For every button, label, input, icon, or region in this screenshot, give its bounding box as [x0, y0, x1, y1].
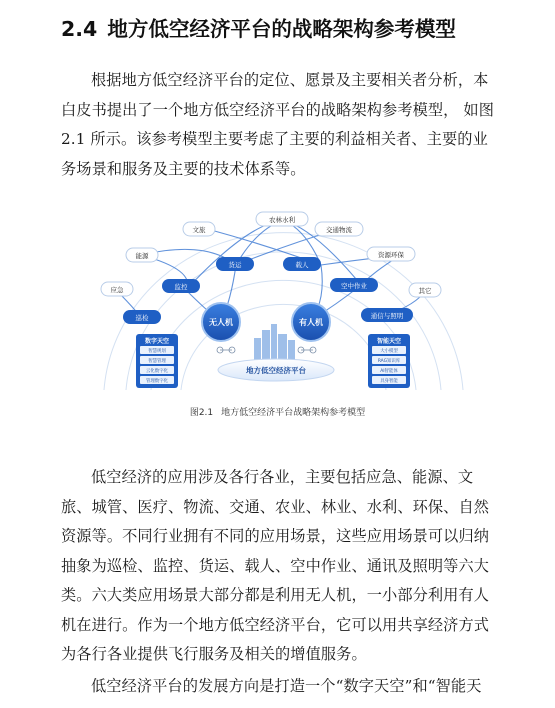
svg-text:管理数字化: 管理数字化 — [146, 379, 168, 384]
scenario-node-comm-lighting — [361, 308, 413, 322]
svg-text:智慧规划: 智慧规划 — [148, 349, 166, 354]
svg-text:有人机: 有人机 — [299, 318, 323, 327]
svg-text:无人机: 无人机 — [209, 318, 233, 327]
svg-text:监控: 监控 — [174, 283, 188, 291]
scenario-node-passenger — [283, 257, 321, 271]
svg-text:RAG知识库: RAG知识库 — [377, 359, 401, 364]
svg-text:农林水利: 农林水利 — [269, 216, 295, 224]
svg-text:应急: 应急 — [110, 286, 124, 294]
svg-text:通信与照明: 通信与照明 — [370, 312, 404, 320]
outer-node-environment — [367, 247, 415, 261]
figure-caption-text: 地方低空经济平台战略架构参考模型 — [221, 408, 366, 418]
svg-text:智能天空: 智能天空 — [376, 338, 402, 345]
scenario-node-patrol — [123, 310, 161, 324]
hub-manned-aircraft — [292, 303, 330, 341]
svg-text:交通物流: 交通物流 — [326, 226, 352, 234]
section-number: 2.4 — [61, 17, 98, 41]
outer-node-agriculture — [256, 212, 308, 226]
city-skyline-icon — [254, 324, 295, 360]
paragraph-direction: 低空经济平台的发展方向是打造一个“数字天空”和“智能天 — [91, 677, 482, 695]
outer-node-culture-tourism — [183, 222, 215, 236]
scenario-node-cargo — [216, 257, 254, 271]
architecture-figure — [96, 200, 471, 395]
smart-sky-box — [368, 334, 410, 388]
svg-text:其它: 其它 — [418, 287, 432, 295]
platform-label — [218, 359, 334, 381]
svg-text:地方低空经济平台: 地方低空经济平台 — [246, 366, 306, 375]
svg-text:货运: 货运 — [228, 261, 242, 269]
outer-node-other — [409, 283, 441, 297]
paragraph-intro: 根据地方低空经济平台的定位、愿景及主要相关者分析，本白皮书提出了一个地方低空经济平台的战略架构参考模型， 如图 2.1 所示。该参考模型主要考虑了主要的利益相关者、主要的业务场景和服务及主要的技术体系等。 — [61, 71, 494, 178]
svg-text:巡检: 巡检 — [135, 314, 149, 322]
outer-node-transport — [315, 222, 363, 236]
svg-text:AI智能体: AI智能体 — [380, 369, 398, 374]
digital-sky-box — [136, 334, 178, 388]
svg-text:云化数字化: 云化数字化 — [146, 369, 168, 374]
paragraph-applications: 低空经济的应用涉及各行各业，主要包括应急、能源、文旅、城管、医疗、物流、交通、农业、林业、水利、环保、自然资源等。不同行业拥有不同的应用场景，这些应用场景可以归纳抽象为巡检、监控、货运、载人、空中作业、通讯及照明等六大类。六大类应用场景大部分都是利用无人机，一小部分利用有人机在进行。作为一个地方低空经济平台，它可以用共享经济方式为各行各业提供飞行服务及相关的增值服务。 — [61, 468, 490, 663]
section-heading — [61, 12, 456, 42]
architecture-diagram — [96, 200, 471, 395]
svg-text:能源: 能源 — [135, 252, 149, 260]
svg-text:文旅: 文旅 — [192, 226, 206, 234]
scenario-node-aerial-work — [330, 278, 378, 292]
hub-uav — [202, 303, 240, 341]
figure-caption — [0, 405, 555, 418]
svg-text:智慧管理: 智慧管理 — [148, 359, 166, 364]
svg-text:资源环保: 资源环保 — [378, 251, 404, 259]
outer-node-energy — [126, 248, 158, 262]
scenario-node-monitor — [162, 279, 200, 293]
connection-lines — [116, 220, 426, 322]
svg-text:具身智能: 具身智能 — [380, 379, 398, 384]
svg-text:载人: 载人 — [295, 261, 309, 269]
svg-text:空中作业: 空中作业 — [341, 282, 367, 290]
figure-number: 图2.1 — [189, 408, 214, 418]
outer-node-emergency — [101, 282, 133, 296]
svg-text:大小模型: 大小模型 — [380, 349, 398, 354]
svg-text:数字天空: 数字天空 — [144, 338, 170, 345]
section-title: 地方低空经济平台的战略架构参考模型 — [107, 17, 456, 41]
